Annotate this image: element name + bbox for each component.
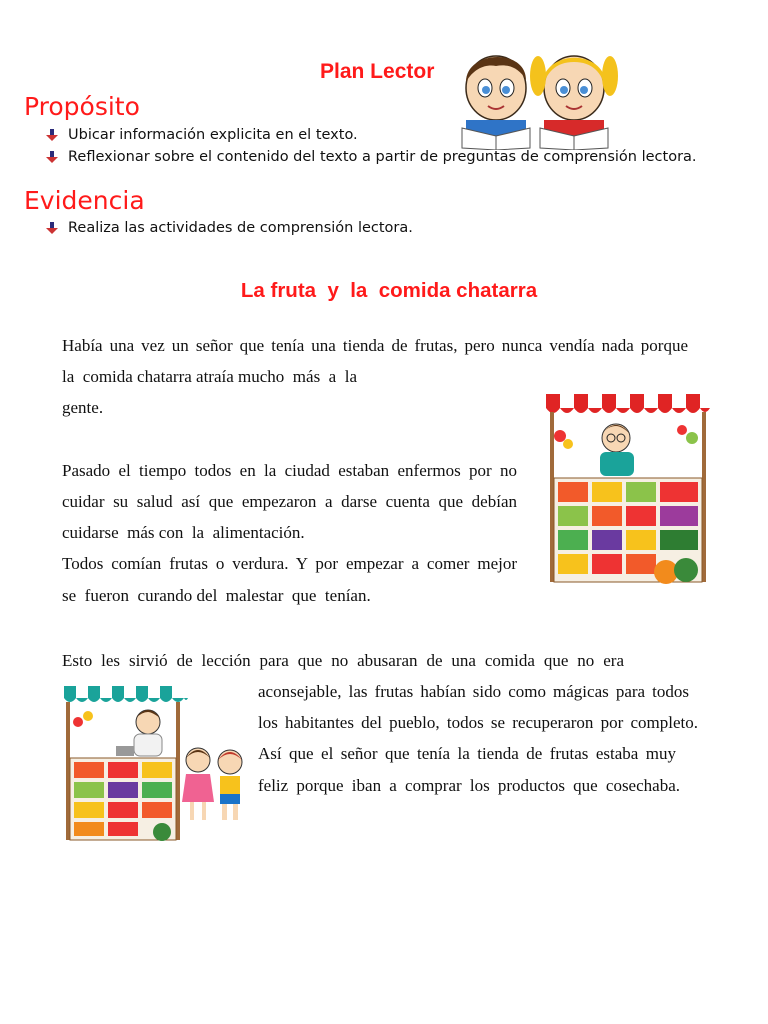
proposito-heading: Propósito — [24, 92, 140, 121]
story-line: la comida chatarra atraía mucho más a la — [62, 367, 357, 386]
story-line: Todos comían frutas o verdura. Y por empezar a comer mejor — [62, 554, 517, 573]
fruit-stall-vendor-illustration — [542, 386, 718, 588]
story-line: los habitantes del pueblo, todos se recuperaron por completo. — [258, 713, 698, 732]
story-line: aconsejable, las frutas habían sido como mágicas para todos — [258, 682, 689, 701]
bullet-text: Reflexionar sobre el contenido del texto a partir de preguntas de comprensión lectora. — [68, 149, 697, 165]
down-arrow-bullet-icon — [46, 222, 58, 234]
story-line: feliz porque iban a comprar los productos que cosechaba. — [258, 776, 680, 795]
story-title: La fruta y la comida chatarra — [240, 279, 538, 302]
story-line: gente. — [62, 398, 104, 417]
proposito-item — [46, 127, 358, 143]
bullet-text: Realiza las actividades de comprensión lectora. — [68, 220, 413, 236]
story-line: Esto les sirvió de lección para que no abusaran de una comida que no era — [62, 651, 624, 670]
evidencia-heading: Evidencia — [24, 186, 145, 215]
story-line: Había una vez un señor que tenía una tienda de frutas, pero nunca vendía nada porque — [62, 336, 688, 355]
plan-title: Plan Lector — [320, 60, 435, 83]
story-line: se fueron curando del malestar que tenían. — [62, 586, 371, 605]
story-line: Pasado el tiempo todos en la ciudad estaban enfermos por no — [62, 461, 517, 480]
fruit-stall-with-children-illustration — [58, 682, 252, 844]
kids-reading-illustration — [452, 36, 620, 150]
story-line: cuidar su salud así que empezaron a darse cuenta que debían — [62, 492, 517, 511]
bullet-text: Ubicar información explicita en el texto. — [68, 127, 358, 143]
down-arrow-bullet-icon — [46, 151, 58, 163]
story-line: Así que el señor que tenía la tienda de frutas estaba muy — [258, 744, 676, 763]
down-arrow-bullet-icon — [46, 129, 58, 141]
evidencia-item — [46, 220, 413, 236]
story-line: cuidarse más con la alimentación. — [62, 523, 305, 542]
proposito-item — [46, 149, 697, 165]
